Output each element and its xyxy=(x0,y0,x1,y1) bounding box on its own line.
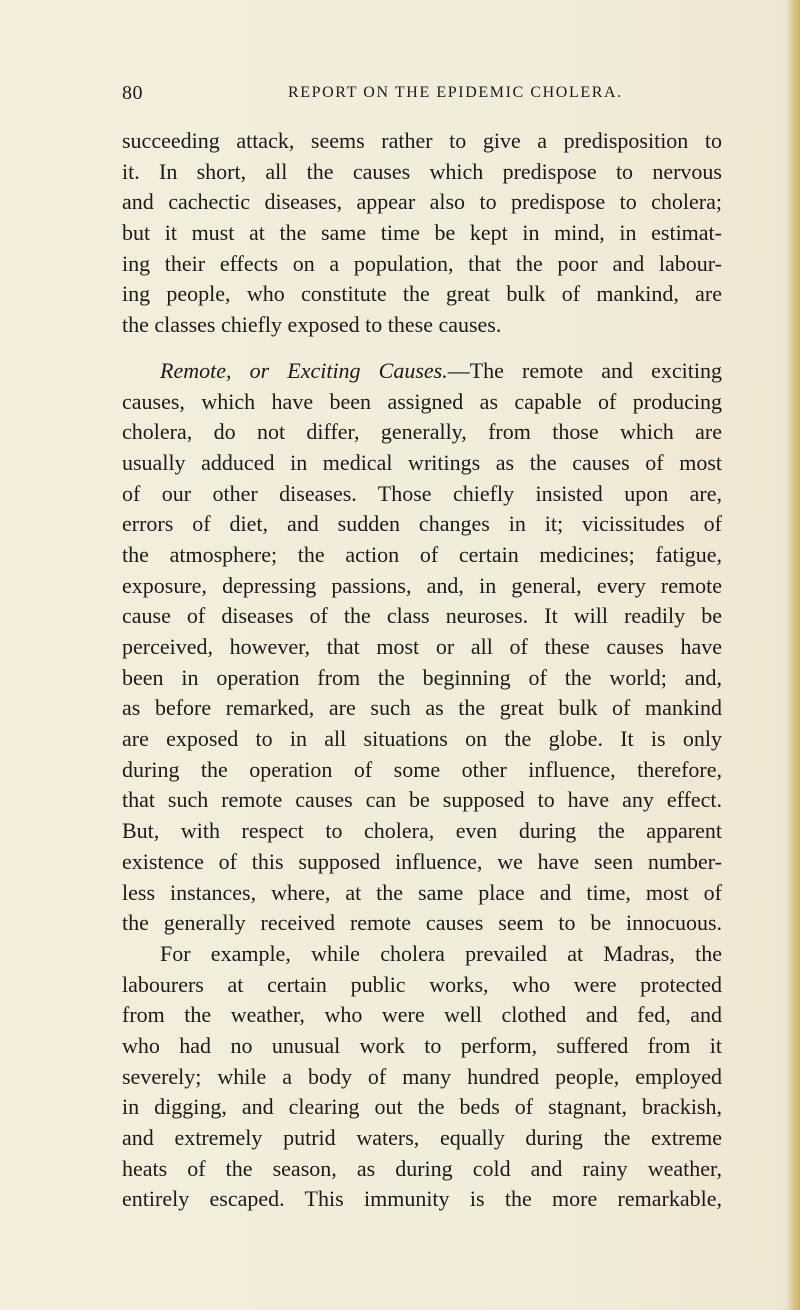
text-line: ing their effects on a population, that the poor and labour- xyxy=(122,250,722,276)
text-line: entirely escaped. This immunity is the more remarkable, xyxy=(122,1186,722,1212)
text-line: who had no unusual work to perform, suffered from it xyxy=(122,1032,722,1058)
heading-continuation: —The remote and exciting xyxy=(447,357,722,383)
text-line: errors of diet, and sudden changes in it; vicissitudes of xyxy=(122,511,722,537)
text-line: severely; while a body of many hundred people, employed xyxy=(122,1063,722,1089)
text-line: and extremely putrid waters, equally during the extreme xyxy=(122,1125,722,1150)
text-line: cholera, do not differ, generally, from those which are xyxy=(122,419,722,445)
text-line: it. In short, all the causes which predispose to nervous xyxy=(122,158,722,184)
text-line: but it must at the same time be kept in mind, in estimat- xyxy=(122,220,722,246)
text-line: succeeding attack, seems rather to give a predisposition to xyxy=(122,128,722,153)
text-line: existence of this supposed influence, we have seen number- xyxy=(122,848,722,874)
page-edge xyxy=(786,0,800,1310)
text-line: labourers at certain public works, who were protected xyxy=(122,971,722,997)
paragraph-gap xyxy=(122,341,722,356)
text-line: been in operation from the beginning of the world; and, xyxy=(122,664,722,690)
page-header xyxy=(122,82,722,112)
text-line: from the weather, who were well clothed and fed, and xyxy=(122,1002,722,1028)
text-line: that such remote causes can be supposed to have any effect. xyxy=(122,787,722,813)
text-line: perceived, however, that most or all of these causes have xyxy=(122,634,722,659)
text-line: as before remarked, are such as the great bulk of mankind xyxy=(122,695,722,721)
text-line: in digging, and clearing out the beds of stagnant, brackish, xyxy=(122,1094,722,1120)
text-line: cause of diseases of the class neuroses. It will readily be xyxy=(122,603,722,629)
text-line: the generally received remote causes seem to be innocuous. xyxy=(122,910,722,936)
text-line: less instances, where, at the same place and time, most of xyxy=(122,879,722,905)
body-text xyxy=(122,126,722,1215)
page-number: 80 xyxy=(122,82,143,104)
text-line: the atmosphere; the action of certain medicines; fatigue, xyxy=(122,541,722,567)
running-head: REPORT ON THE EPIDEMIC CHOLERA. xyxy=(288,84,623,101)
paragraph-first-line xyxy=(122,356,722,387)
text-line: are exposed to in all situations on the globe. It is only xyxy=(122,726,722,752)
text-line: But, with respect to cholera, even during the apparent xyxy=(122,818,722,844)
text-line: during the operation of some other influence, therefore, xyxy=(122,756,722,782)
text-line: of our other diseases. Those chiefly insisted upon are, xyxy=(122,480,722,506)
text-line: the classes chiefly exposed to these causes. xyxy=(122,312,502,338)
text-line: heats of the season, as during cold and rainy weather, xyxy=(122,1155,722,1181)
section-heading: Remote, or Exciting Causes. xyxy=(160,357,448,383)
text-line: For example, while cholera prevailed at Madras, the xyxy=(160,940,722,966)
text-line: exposure, depressing passions, and, in general, every remote xyxy=(122,572,722,598)
text-line: causes, which have been assigned as capable of producing xyxy=(122,388,722,414)
text-line: and cachectic diseases, appear also to predispose to cholera; xyxy=(122,189,722,215)
text-line: ing people, who constitute the great bulk of mankind, are xyxy=(122,281,722,307)
text-line: usually adduced in medical writings as the causes of most xyxy=(122,449,722,475)
